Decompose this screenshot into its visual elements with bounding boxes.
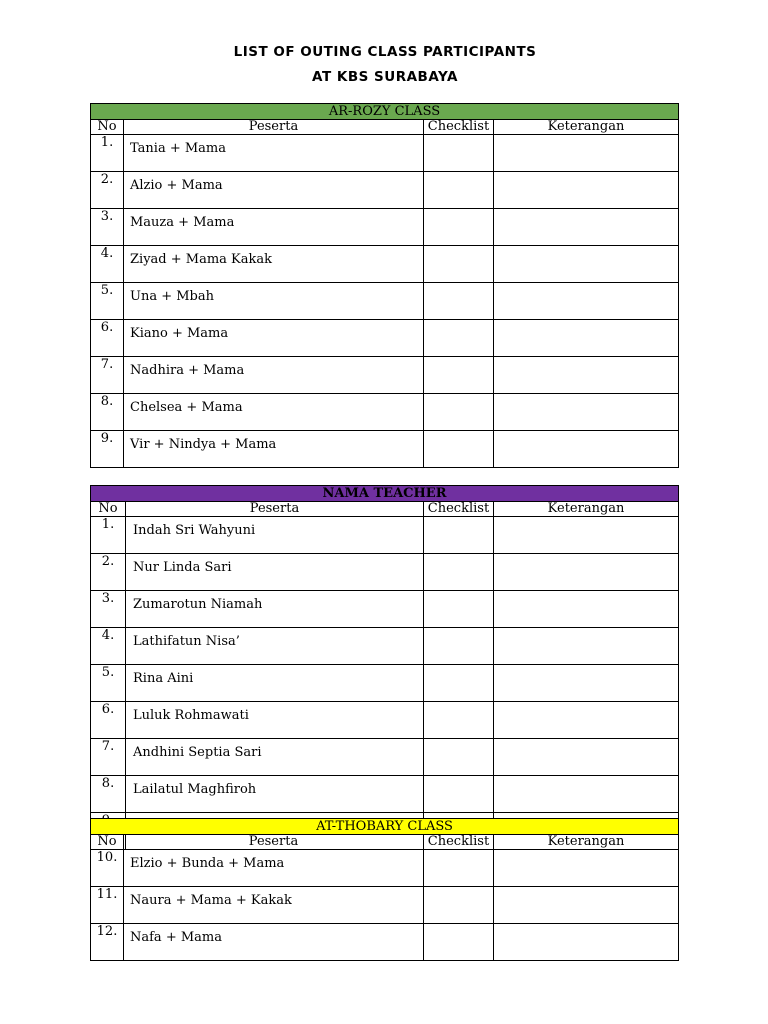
row-number: 2. — [91, 172, 124, 209]
participant-name: Lailatul Maghfiroh — [126, 776, 424, 813]
keterangan-cell[interactable] — [494, 135, 679, 172]
row-number: 2. — [91, 554, 126, 591]
keterangan-cell[interactable] — [494, 739, 679, 776]
participant-name: Nafa + Mama — [124, 924, 424, 961]
checklist-cell[interactable] — [424, 887, 494, 924]
participant-name: Indah Sri Wahyuni — [126, 517, 424, 554]
participant-name: Alzio + Mama — [124, 172, 424, 209]
table-row — [91, 702, 679, 739]
column-header-peserta: Peserta — [124, 835, 424, 850]
column-header-no: No — [91, 835, 124, 850]
table-row — [91, 665, 679, 702]
column-header-checklist: Checklist — [424, 835, 494, 850]
table-row — [91, 554, 679, 591]
table-row — [91, 739, 679, 776]
keterangan-cell[interactable] — [494, 887, 679, 924]
table-row — [91, 246, 679, 283]
keterangan-cell[interactable] — [494, 850, 679, 887]
table-row — [91, 517, 679, 554]
row-number: 7. — [91, 739, 126, 776]
keterangan-cell[interactable] — [494, 172, 679, 209]
table-row — [91, 924, 679, 961]
row-number: 7. — [91, 357, 124, 394]
participant-name: Tania + Mama — [124, 135, 424, 172]
keterangan-cell[interactable] — [494, 924, 679, 961]
row-number: 4. — [91, 246, 124, 283]
column-header-keterangan: Keterangan — [494, 835, 679, 850]
nama-teacher-table — [90, 485, 679, 850]
participant-name: Zumarotun Niamah — [126, 591, 424, 628]
participant-name: Naura + Mama + Kakak — [124, 887, 424, 924]
participant-name: Nur Linda Sari — [126, 554, 424, 591]
checklist-cell[interactable] — [424, 628, 494, 665]
row-number: 1. — [91, 517, 126, 554]
participant-name: Chelsea + Mama — [124, 394, 424, 431]
ar-rozy-class-table — [90, 103, 679, 468]
keterangan-cell[interactable] — [494, 776, 679, 813]
checklist-cell[interactable] — [424, 394, 494, 431]
row-number: 4. — [91, 628, 126, 665]
column-header-checklist: Checklist — [424, 120, 494, 135]
table-row — [91, 283, 679, 320]
table-row — [91, 172, 679, 209]
table-row — [91, 431, 679, 468]
checklist-cell[interactable] — [424, 517, 494, 554]
row-number: 1. — [91, 135, 124, 172]
table-row — [91, 628, 679, 665]
checklist-cell[interactable] — [424, 591, 494, 628]
keterangan-cell[interactable] — [494, 665, 679, 702]
keterangan-cell[interactable] — [494, 209, 679, 246]
checklist-cell[interactable] — [424, 320, 494, 357]
column-header-row — [91, 120, 679, 135]
checklist-cell[interactable] — [424, 739, 494, 776]
column-header-checklist: Checklist — [424, 502, 494, 517]
table-row — [91, 394, 679, 431]
keterangan-cell[interactable] — [494, 591, 679, 628]
checklist-cell[interactable] — [424, 172, 494, 209]
participant-name: Luluk Rohmawati — [126, 702, 424, 739]
row-number: 11. — [91, 887, 124, 924]
column-header-row — [91, 835, 679, 850]
checklist-cell[interactable] — [424, 246, 494, 283]
table-header-row — [91, 104, 679, 120]
participant-name: Ziyad + Mama Kakak — [124, 246, 424, 283]
participant-name: Elzio + Bunda + Mama — [124, 850, 424, 887]
row-number: 5. — [91, 283, 124, 320]
column-header-peserta: Peserta — [124, 120, 424, 135]
checklist-cell[interactable] — [424, 283, 494, 320]
row-number: 8. — [91, 776, 126, 813]
checklist-cell[interactable] — [424, 357, 494, 394]
participant-name: Kiano + Mama — [124, 320, 424, 357]
table-row — [91, 135, 679, 172]
checklist-cell[interactable] — [424, 135, 494, 172]
participant-name: Nadhira + Mama — [124, 357, 424, 394]
checklist-cell[interactable] — [424, 850, 494, 887]
keterangan-cell[interactable] — [494, 431, 679, 468]
keterangan-cell[interactable] — [494, 628, 679, 665]
keterangan-cell[interactable] — [494, 357, 679, 394]
table-header-row — [91, 486, 679, 502]
row-number: 3. — [91, 591, 126, 628]
table-row — [91, 850, 679, 887]
row-number: 6. — [91, 320, 124, 357]
table-row — [91, 591, 679, 628]
table-row — [91, 209, 679, 246]
column-header-row — [91, 502, 679, 517]
checklist-cell[interactable] — [424, 776, 494, 813]
participant-name: Rina Aini — [126, 665, 424, 702]
table-row — [91, 776, 679, 813]
table-row — [91, 320, 679, 357]
keterangan-cell[interactable] — [494, 320, 679, 357]
row-number: 10. — [91, 850, 124, 887]
table-row — [91, 887, 679, 924]
row-number: 8. — [91, 394, 124, 431]
participant-name: Una + Mbah — [124, 283, 424, 320]
keterangan-cell[interactable] — [494, 702, 679, 739]
participant-name: Mauza + Mama — [124, 209, 424, 246]
row-number: 9. — [91, 431, 124, 468]
document-subtitle: AT KBS SURABAYA — [312, 69, 458, 85]
checklist-cell[interactable] — [424, 665, 494, 702]
keterangan-cell[interactable] — [494, 517, 679, 554]
checklist-cell[interactable] — [424, 554, 494, 591]
column-header-keterangan: Keterangan — [494, 120, 679, 135]
at-thobary-class-table — [90, 818, 679, 961]
row-number: 5. — [91, 665, 126, 702]
checklist-cell[interactable] — [424, 209, 494, 246]
keterangan-cell[interactable] — [494, 246, 679, 283]
document-title: LIST OF OUTING CLASS PARTICIPANTS — [233, 44, 537, 60]
keterangan-cell[interactable] — [494, 283, 679, 320]
table-header-title: NAMA TEACHER — [91, 486, 679, 502]
participant-name: Andhini Septia Sari — [126, 739, 424, 776]
column-header-no: No — [91, 502, 126, 517]
row-number: 3. — [91, 209, 124, 246]
table-row — [91, 357, 679, 394]
column-header-no: No — [91, 120, 124, 135]
checklist-cell[interactable] — [424, 702, 494, 739]
keterangan-cell[interactable] — [494, 394, 679, 431]
column-header-peserta: Peserta — [126, 502, 424, 517]
keterangan-cell[interactable] — [494, 554, 679, 591]
table-header-row — [91, 819, 679, 835]
participant-name: Vir + Nindya + Mama — [124, 431, 424, 468]
checklist-cell[interactable] — [424, 431, 494, 468]
checklist-cell[interactable] — [424, 924, 494, 961]
row-number: 12. — [91, 924, 124, 961]
participant-name: Lathifatun Nisa’ — [126, 628, 424, 665]
row-number: 6. — [91, 702, 126, 739]
table-header-title: AT-THOBARY CLASS — [91, 819, 679, 835]
table-header-title: AR-ROZY CLASS — [91, 104, 679, 120]
column-header-keterangan: Keterangan — [494, 502, 679, 517]
